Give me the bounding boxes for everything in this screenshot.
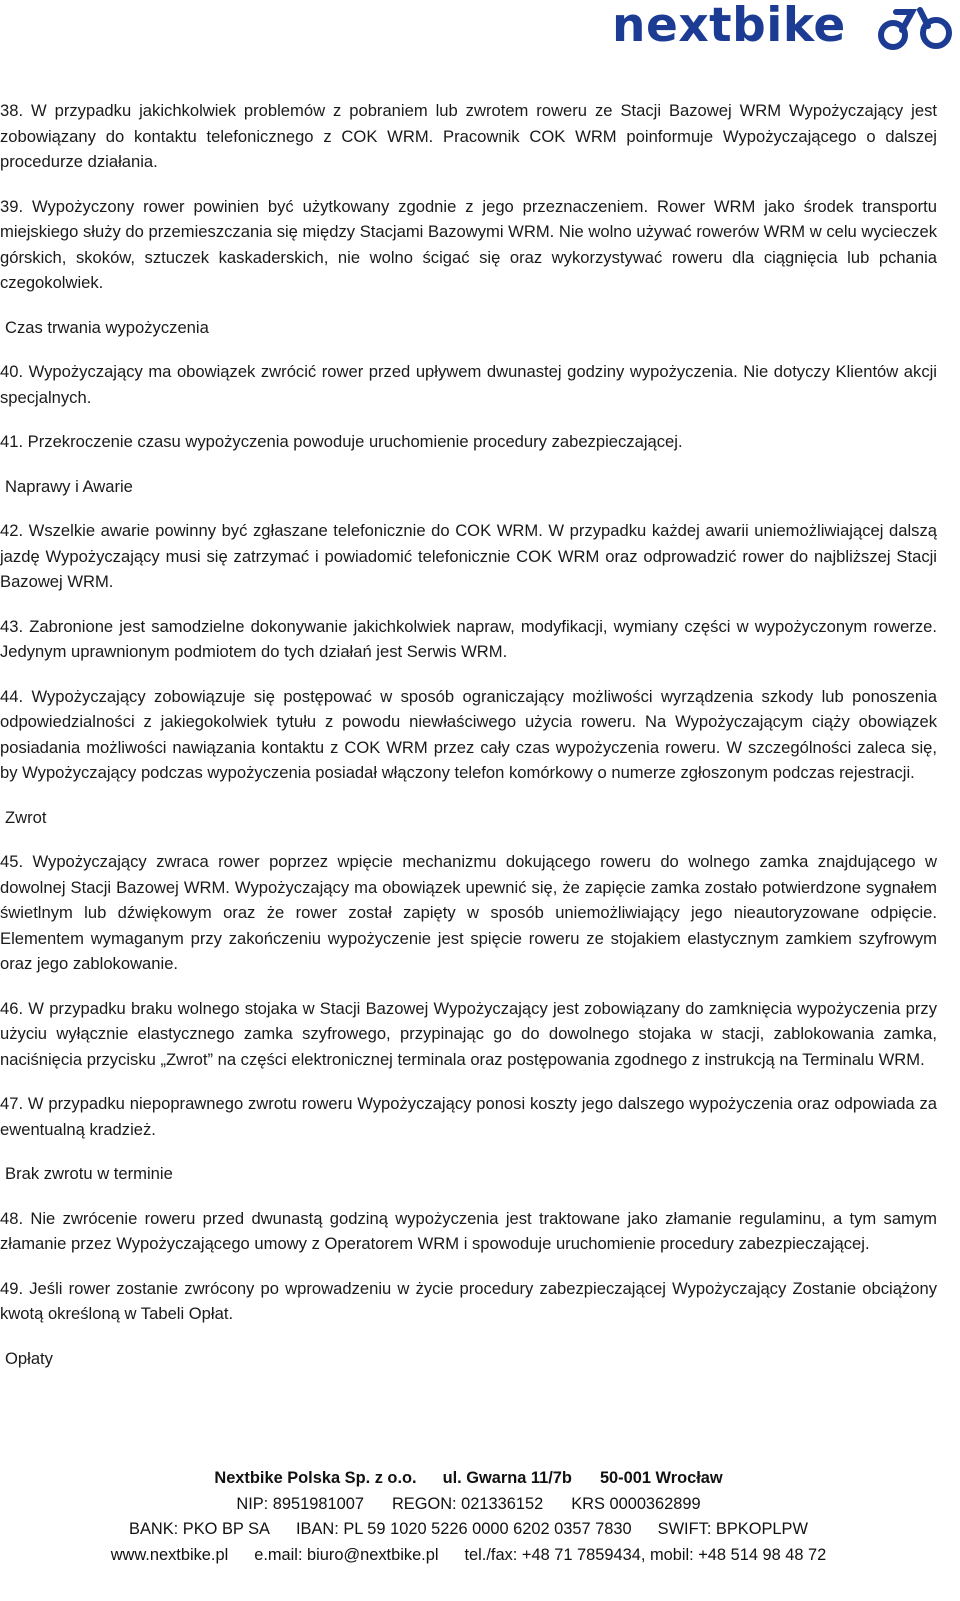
footer-iban: IBAN: PL 59 1020 5226 0000 6202 0357 7830	[295, 1520, 632, 1538]
section-heading-czas-trwania: Czas trwania wypożyczenia	[5, 317, 209, 337]
footer-krs: KRS 0000362899	[571, 1494, 701, 1513]
paragraph-46: 46. W przypadku braku wolnego stojaka w Stacji Bazowej Wypożyczający jest zobowiązany do zamknięcia wypożyczenia przy użyciu wyłącznie elastycznego zamka szyfrowego, przypinając go do dowolnego stojaka w stacji, zablokowania zamka, naciśnięcia przycisku „Zwrot” na części elektronicznej terminala oraz postępowania zgodnego z instrukcją na Terminalu WRM.	[0, 998, 937, 1069]
logo-wordmark: nextbike	[612, 0, 846, 53]
footer-bank-line	[0, 1517, 937, 1543]
footer-swift: SWIFT: BPKOPLPW	[657, 1520, 808, 1538]
section-heading-zwrot: Zwrot	[5, 807, 47, 827]
nextbike-logo	[612, 0, 958, 54]
paragraph-47: 47. W przypadku niepoprawnego zwrotu roweru Wypożyczający ponosi koszty jego dalszego wypożyczenia oraz odpowiada za ewentualną kradzież.	[0, 1094, 937, 1139]
paragraph-48: 48. Nie zwrócenie roweru przed dwunastą godziną wypożyczenia jest traktowane jako złamanie regulaminu, a tym samym złamanie przez Wypożyczającego umowy z Operatorem WRM i spowoduje uruchomienie procedury zabezpieczającej.	[0, 1208, 937, 1253]
paragraph-40: 40. Wypożyczający ma obowiązek zwrócić rower przed upływem dwunastej godziny wypożyczenia. Nie dotyczy Klientów akcji specjalnych.	[0, 362, 937, 407]
paragraph-38: 38. W przypadku jakichkolwiek problemów z pobraniem lub zwrotem roweru ze Stacji Bazowej WRM Wypożyczający jest zobowiązany do kontaktu telefonicznego z COK WRM. Pracownik COK WRM poinformuje Wypożyczającego o dalszej procedurze działania.	[0, 101, 937, 171]
paragraph-41: 41. Przekroczenie czasu wypożyczenia powoduje uruchomienie procedury zabezpieczającej.	[0, 432, 683, 451]
footer-contact-line	[0, 1543, 937, 1569]
company-footer	[0, 1466, 937, 1568]
paragraph-45: 45. Wypożyczający zwraca rower poprzez wpięcie mechanizmu dokującego roweru do wolnego zamka znajdującego w dowolnej Stacji Bazowej WRM. Wypożyczający ma obowiązek upewnić się, że zapięcie zamka zostało potwierdzone sygnałem świetlnym lub dźwiękowym oraz że rower został zapięty w sposób uniemożliwiający jego nieautoryzowane odpięcie. Elementem wymaganym przy zakończeniu wypożyczenie jest spięcie roweru ze stojakiem elastycznym zamkiem szyfrowym oraz jego zablokowanie.	[0, 852, 937, 973]
footer-nip: NIP: 8951981007	[236, 1494, 364, 1513]
footer-registry-line	[0, 1492, 937, 1518]
footer-bank: BANK: PKO BP SA	[129, 1520, 270, 1538]
paragraph-43: 43. Zabronione jest samodzielne dokonywanie jakichkolwiek napraw, modyfikacji, wymiany części w wypożyczonym rowerze. Jedynym uprawnionym podmiotem do tych działań jest Serwis WRM.	[0, 616, 937, 661]
paragraph-44: 44. Wypożyczający zobowiązuje się postępować w sposób ograniczający możliwości wyrządzenia szkody lub ponoszenia odpowiedzialności z jakiegokolwiek tytułu z powodu niewłaściwego użycia roweru. Na Wypożyczającym ciąży obowiązek posiadania możliwości nawiązania kontaktu z COK WRM przez cały czas wypożyczenia roweru. W szczególności zaleca się, by Wypożyczający podczas wypożyczenia posiadał włączony telefon komórkowy o numerze zgłoszonym podczas rejestracji.	[0, 686, 937, 782]
paragraph-39: 39. Wypożyczony rower powinien być użytkowany zgodnie z jego przeznaczeniem. Rower WRM jako środek transportu miejskiego służy do przemieszczania się między Stacjami Bazowymi WRM. Nie wolno używać rowerów WRM w celu wycieczek górskich, skoków, sztuczek kaskaderskich, nie wolno ścigać się oraz wykorzystywać roweru dla ciągnięcia lub pchania czegokolwiek.	[0, 196, 937, 292]
paragraph-49: 49. Jeśli rower zostanie zwrócony po wprowadzeniu w życie procedury zabezpieczającej Wypożyczający Zostanie obciążony kwotą określoną w Tabeli Opłat.	[0, 1278, 937, 1323]
bicycle-logo-icon	[876, 6, 956, 52]
document-body	[0, 98, 937, 1390]
section-heading-brak-zwrotu: Brak zwrotu w terminie	[5, 1164, 173, 1183]
section-heading-oplaty: Opłaty	[5, 1348, 53, 1368]
footer-email-link[interactable]: e.mail: biuro@nextbike.pl	[254, 1545, 439, 1564]
footer-website-link[interactable]: www.nextbike.pl	[110, 1545, 229, 1564]
footer-regon: REGON: 021336152	[391, 1494, 544, 1513]
paragraph-42: 42. Wszelkie awarie powinny być zgłaszane telefonicznie do COK WRM. W przypadku każdej awarii uniemożliwiającej dalszą jazdę Wypożyczający musi się zatrzymać i powiadomić telefonicznie COK WRM oraz odprowadzić rower do najbliższej Stacji Bazowej WRM.	[0, 521, 937, 591]
footer-city: 50-001 Wrocław	[599, 1469, 723, 1487]
section-heading-naprawy: Naprawy i Awarie	[5, 476, 133, 496]
footer-address-line	[0, 1466, 937, 1492]
footer-street: ul. Gwarna 11/7b	[442, 1469, 572, 1487]
footer-company: Nextbike Polska Sp. z o.o.	[214, 1469, 417, 1487]
footer-phone: tel./fax: +48 71 7859434, mobil: +48 514 98 48 72	[464, 1545, 827, 1564]
